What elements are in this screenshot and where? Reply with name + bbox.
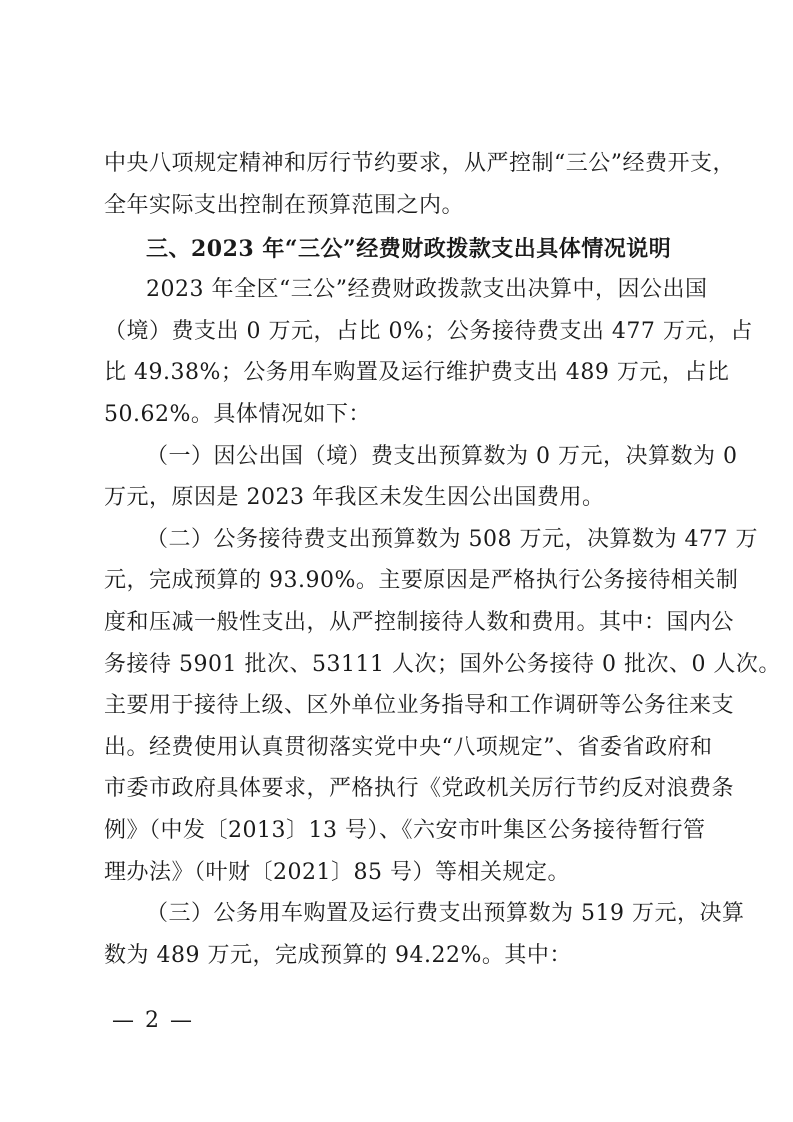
paragraph-line: 50.62%。具体情况如下：	[104, 402, 371, 427]
paragraph-line: 市委市政府具体要求，严格执行《党政机关厉行节约反对浪费条	[104, 776, 735, 801]
paragraph-line: 中央八项规定精神和厉行节约要求，从严控制“三公”经费开支，	[104, 151, 735, 176]
paragraph-line: （三）公务用车购置及运行费支出预算数为 519 万元，决算	[146, 901, 745, 926]
paragraph-line: （二）公务接待费支出预算数为 508 万元，决算数为 477 万	[146, 527, 758, 552]
paragraph-line: 全年实际支出控制在预算范围之内。	[104, 193, 465, 218]
paragraph-line: （境）费支出 0 万元，占比 0%；公务接待费支出 477 万元，占	[104, 319, 753, 344]
page-number: — 2 —	[112, 1008, 194, 1033]
paragraph-line: 2023 年全区“三公”经费财政拨款支出决算中，因公出国	[146, 277, 708, 302]
paragraph-line: 度和压减一般性支出，从严控制接待人数和费用。其中：国内公	[104, 610, 735, 635]
paragraph-line: 出。经费使用认真贯彻落实党中央“八项规定”、省委省政府和	[104, 735, 713, 760]
paragraph-line: 理办法》（叶财〔2021〕85 号）等相关规定。	[104, 860, 570, 885]
paragraph-line: （一）因公出国（境）费支出预算数为 0 万元，决算数为 0	[146, 444, 738, 469]
paragraph-line: 元，完成预算的 93.90%。主要原因是严格执行公务接待相关制	[104, 568, 739, 593]
paragraph-line: 主要用于接待上级、区外单位业务指导和工作调研等公务往来支	[104, 693, 735, 718]
paragraph-line: 例》（中发〔2013〕13 号）、《六安市叶集区公务接待暂行管	[104, 818, 706, 843]
paragraph-line: 数为 489 万元，完成预算的 94.22%。其中：	[104, 943, 572, 968]
paragraph-line: 万元，原因是 2023 年我区未发生因公出国费用。	[104, 485, 605, 510]
paragraph-line: 比 49.38%；公务用车购置及运行维护费支出 489 万元，占比	[104, 360, 730, 385]
paragraph-line: 务接待 5901 批次、53111 人次；国外公务接待 0 批次、0 人次。	[104, 652, 781, 677]
section-heading: 三、2023 年“三公”经费财政拨款支出具体情况说明	[146, 236, 672, 262]
